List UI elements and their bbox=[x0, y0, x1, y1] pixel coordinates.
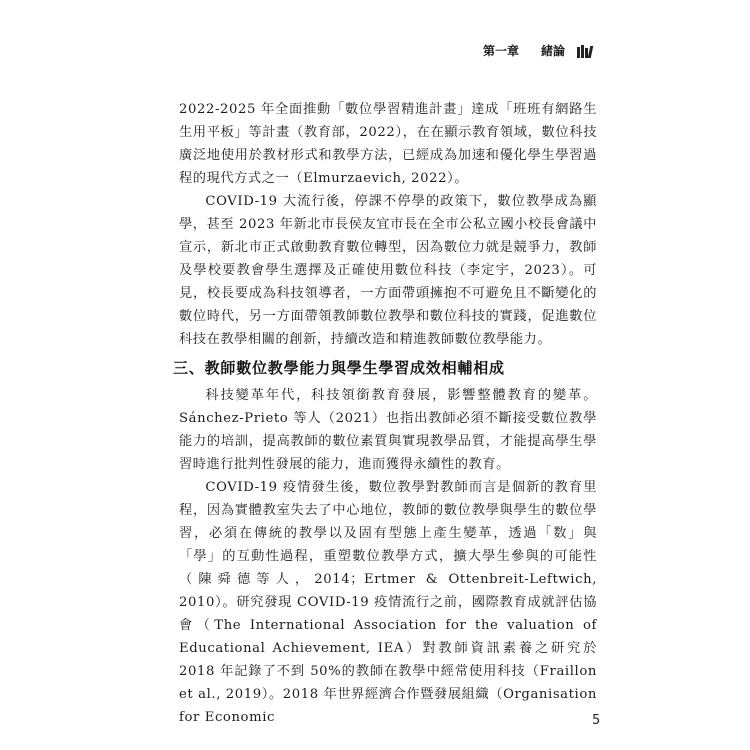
paragraph-3: 科技變革年代，科技領銜教育發展，影響整體教育的變革。Sánchez-Prieto 等人（2021）也指出教師必須不斷接受數位教學能力的培訓，提高教師的數位素質與實現教學品質，才能提高學生學習時進行批判性發展的能力，進而獲得永續性的教育。 bbox=[179, 388, 597, 472]
chapter-number: 第一章 bbox=[482, 44, 519, 58]
page-number: 5 bbox=[592, 713, 601, 728]
chapter-title: 緒論 bbox=[540, 44, 565, 58]
paragraph-1: 2022-2025 年全面推動「數位學習精進計畫」達成「班班有網路生生用平板」等計畫（教育部，2022），在在顯示教育領域，數位科技廣泛地使用於教材形式和教學方法，已經成為加速和優化學生學習過程的現代方式之一（Elmurzaevich, 2022）。 bbox=[179, 102, 597, 186]
paragraph-4: COVID-19 疫情發生後，數位教學對教師而言是個新的教育里程，因為實體教室失去了中心地位，教師的數位教學與學生的數位學習，必須在傳統的教學以及固有型態上產生變革，透過「数」與「學」的互動性過程，重塑數位教學方式，擴大學生參與的可能性（陳舜德等人，2014；Ertmer & Ottenbreit-Leftwich, 2010）。研究發現 COVID-19 疫情流行之前，國際教育成就評估協會（The International Association for the valuation of Educational Achievement, IEA）對教師資訊素養之研究於 2018 年記錄了不到 50%的教師在教學中經常使用科技（Fraillon et al., 2019）。2018 年世界經濟合作暨發展組織（Organisation for Economic bbox=[179, 480, 597, 725]
book-stack-icon bbox=[577, 44, 592, 58]
running-header bbox=[483, 42, 592, 59]
paragraph-2: COVID-19 大流行後，停課不停學的政策下，數位教學成為顯學，甚至 2023 年新北市長侯友宜市長在全市公私立國小校長會議中宣示，新北市正式啟動教育數位轉型，因為數位力就是競爭力，教師及學校要教會學生選擇及正確使用數位科技（李定宇，2023）。可見，校長要成為科技領導者，一方面帶頭擁抱不可避免且不斷變化的數位時代，另一方面帶領教師數位教學和數位科技的實踐，促進數位科技在教學相關的創新，持續改造和精進教師數位教學能力。 bbox=[179, 194, 597, 347]
page-body bbox=[173, 98, 597, 729]
section-heading: 三、教師數位教學能力與學生學習成效相輔相成 bbox=[173, 359, 505, 377]
